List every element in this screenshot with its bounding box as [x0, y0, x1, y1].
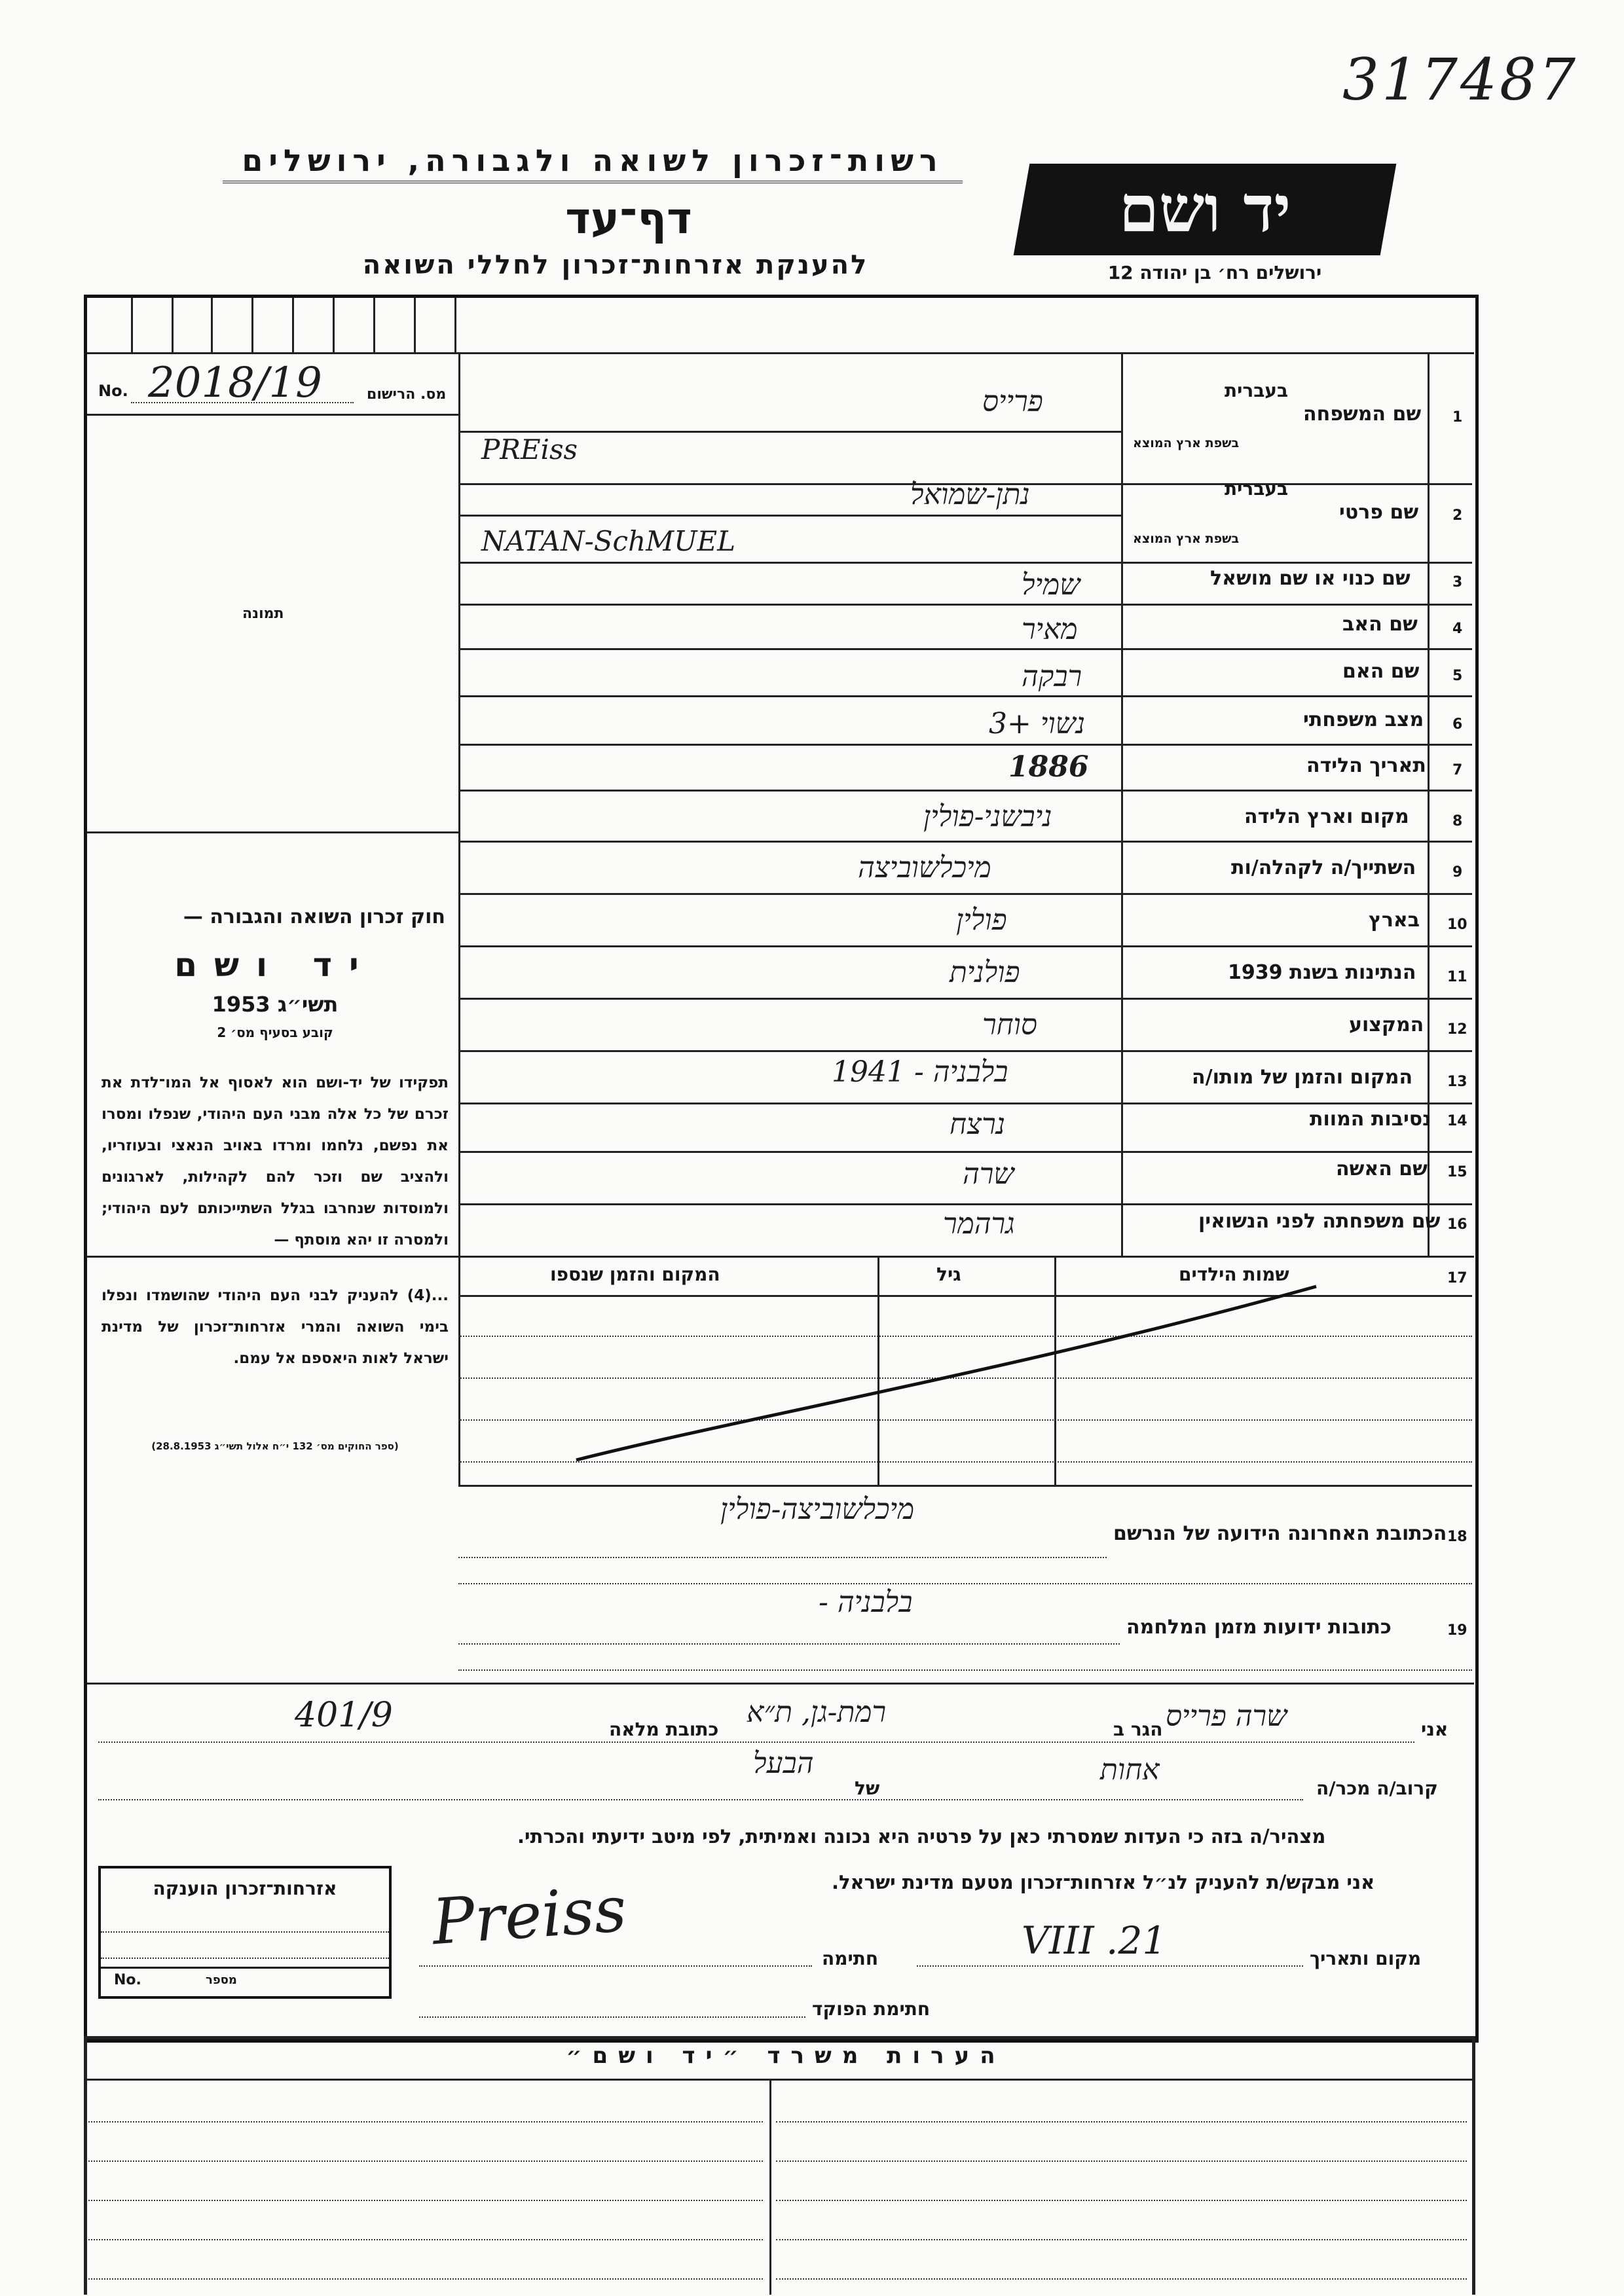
field-1-number: 1: [1452, 409, 1463, 426]
field-14-number: 14: [1447, 1113, 1467, 1129]
field-5-label: שם האם: [1342, 660, 1420, 683]
registration-no-label: No.: [98, 382, 128, 400]
authority-header: רשות־זכרון לשואה ולגבורה, ירושלים: [223, 143, 963, 183]
decl-of-whom: הבעל: [753, 1747, 814, 1780]
children-col-names: שמות הילדים: [1179, 1264, 1289, 1285]
field-2-number: 2: [1452, 507, 1463, 524]
decl-city: רמת-גן, ת״א: [747, 1696, 887, 1729]
field-1-hebrew-sub: בעברית: [1225, 380, 1289, 401]
decl-address: 401/9: [295, 1696, 393, 1735]
decl-statement: מצהיר/ה בזה כי העדות שמסרתי כאן על פרטיה היא נכונה ואמיתית, לפי מיטב ידיעתי והכרתי.: [517, 1825, 1326, 1848]
field-4-number: 4: [1452, 621, 1463, 637]
form-subtitle: להענקת אזרחות־זכרון לחללי השואה: [362, 250, 869, 280]
law-name: יד ושם: [174, 946, 376, 984]
notes-left-border: [84, 2036, 87, 2295]
field-1-label: שם המשפחה: [1303, 403, 1422, 426]
field-7-number: 7: [1452, 762, 1463, 778]
field-3-number: 3: [1452, 574, 1463, 591]
field-18-number: 18: [1447, 1529, 1467, 1545]
field-15-label: שם האשה: [1336, 1157, 1428, 1180]
field-13-label: המקום והזמן של מותו/ה: [1192, 1066, 1413, 1089]
law-title: חוק זכרון השואה והגבורה —: [183, 905, 445, 928]
field-3-label: שם כנוי או שם מושאל: [1210, 567, 1411, 590]
children-number: 17: [1447, 1270, 1467, 1286]
field-10-number: 10: [1447, 917, 1467, 933]
decl-resident-label: הגר ב: [1113, 1719, 1163, 1740]
field-2-latin: NATAN-SchMUEL: [481, 525, 736, 557]
field-3-value: שמיל: [1022, 568, 1080, 602]
field-11-value: פולנית: [950, 956, 1020, 989]
field-8-label: מקום וארץ הלידה: [1244, 805, 1409, 828]
field-18-label: הכתובת האחרונה הידועה של הנרשם: [1113, 1522, 1447, 1545]
logo-address: ירושלים רח׳ בן יהודה 12: [1107, 262, 1322, 283]
field-12-number: 12: [1447, 1021, 1467, 1038]
law-clause: קובע בסעיף מס׳ 2: [217, 1025, 333, 1040]
field-12-value: סוחר: [982, 1008, 1037, 1042]
decl-clerk-label: חתימת הפוקד: [812, 1998, 931, 2020]
field-18-value: מיכלשוביצה-פולין: [720, 1493, 915, 1526]
field-16-value: גרהמר: [943, 1207, 1015, 1241]
field-14-label: נסיבות המוות: [1310, 1108, 1431, 1131]
decl-date: 21. VIII: [1022, 1918, 1167, 1963]
field-5-number: 5: [1452, 668, 1463, 684]
field-15-value: שרה: [963, 1157, 1014, 1191]
field-8-value: ניבשני-פולין: [923, 800, 1052, 833]
children-strike-line: [563, 1277, 1336, 1473]
field-2-label: שם פרטי: [1339, 501, 1419, 524]
children-col-place: המקום והזמן שנספו: [550, 1264, 720, 1285]
yad-vashem-logo: [1014, 164, 1397, 255]
notes-right-border: [1472, 2036, 1475, 2295]
field-4-label: שם האב: [1342, 613, 1418, 636]
field-6-label: מצב משפחתי: [1303, 708, 1424, 731]
field-9-number: 9: [1452, 864, 1463, 881]
decl-relation: אחות: [1100, 1753, 1160, 1787]
decl-i-label: אני: [1421, 1719, 1449, 1740]
citizenship-stamp-box: [98, 1866, 392, 1999]
form-title: דף־עד: [565, 193, 692, 244]
field-2-value: נתן-שמואל: [910, 478, 1030, 511]
field-15-number: 15: [1447, 1164, 1467, 1180]
decl-declarant: שרה פרייס: [1166, 1700, 1287, 1733]
field-2-country-sub: בשפת ארץ המוצא: [1133, 532, 1240, 546]
field-7-value: 1886: [1008, 750, 1089, 784]
field-9-value: מיכלשוביצה: [858, 851, 991, 884]
decl-relative-label: קרוב/ה מכר/ה: [1316, 1777, 1438, 1799]
fields-bottom-line: [87, 1256, 1474, 1258]
decl-signature: Preiss: [430, 1872, 629, 1959]
field-10-value: פולין: [956, 903, 1007, 937]
field-5-value: רבקה: [1022, 660, 1082, 693]
field-1-value: פרייס: [982, 385, 1043, 418]
field-9-label: השתייך/ה לקהלה/ות: [1231, 856, 1416, 879]
field-16-number: 16: [1447, 1216, 1467, 1233]
field-12-label: המקצוע: [1349, 1013, 1424, 1036]
field-14-value: נרצח: [950, 1108, 1006, 1141]
field-7-label: תאריך הלידה: [1306, 754, 1426, 777]
field-13-number: 13: [1447, 1074, 1467, 1090]
archive-number: 317487: [1342, 46, 1578, 113]
decl-of-label: של: [855, 1777, 880, 1799]
stamp-no-label: No.: [114, 1972, 141, 1988]
stamp-heb-no: מספר: [206, 1973, 237, 1987]
field-19-label: כתובות ידועות מזמן המלחמה: [1126, 1616, 1392, 1639]
registration-number: 2018/19: [148, 359, 322, 407]
left-column-border: [458, 352, 460, 1256]
field-19-number: 19: [1447, 1622, 1467, 1639]
field-2-hebrew-sub: בעברית: [1225, 478, 1289, 500]
decl-request: אני מבקש/ת להעניק לנ״ל אזרחות־זכרון מטעם מדינת ישראל.: [832, 1871, 1375, 1893]
decl-signature-label: חתימה: [822, 1948, 879, 1969]
declaration-top-line: [87, 1683, 1474, 1685]
field-4-value: מאיר: [1022, 613, 1078, 646]
field-1-country-sub: בשפת ארץ המוצא: [1133, 436, 1240, 450]
field-6-value: נשוי +3: [989, 707, 1086, 740]
field-11-number: 11: [1447, 969, 1467, 985]
law-text-2: ...(4) להעניק לבני העם היהודי שהושמדו ונפלו בימי השואה והמרי אזרחות־זכרון של מדינת ישראל לאות היאספם אל עמם.: [101, 1287, 449, 1367]
law-year: תשי״ג 1953: [212, 992, 339, 1017]
field-8-number: 8: [1452, 813, 1463, 829]
law-text: תפקידו של יד-ושם הוא לאסוף אל המו־לדת את זכרם של כל אלה מבני העם היהודי, שנפלו ומסרו את נפשם, נלחמו ומרדו באויב הנאצי ובעוזריו, ולהציב שם וזכר להם לקהילות, לארגונים ולמוסדות שנחרבו בגלל השתייכותם לעם היהודי; ולמסרה זו יהא מוסתף —: [101, 1074, 449, 1248]
field-19-value: בלבניה -: [819, 1586, 913, 1619]
field-13-value: בלבניה - 1941: [832, 1055, 1008, 1089]
decl-place-date-label: מקום ותאריך: [1310, 1948, 1422, 1969]
stamp-title: אזרחות־זכרון הוענקה: [153, 1878, 337, 1899]
logo-text: יד ושם: [1118, 172, 1291, 247]
photo-label: תמונה: [242, 606, 284, 622]
law-citation: (ספר החוקים מס׳ 132 י״ח אלול תשי״ג 28.8.1953): [151, 1440, 399, 1452]
field-6-number: 6: [1452, 716, 1463, 733]
registration-label: מס. הרישום: [367, 386, 447, 403]
decl-address-label: כתובת מלאה: [609, 1719, 719, 1740]
office-notes-title: הערות משרד ״יד ושם״: [566, 2043, 1006, 2069]
field-16-label: שם משפחתה לפני הנשואין: [1198, 1210, 1441, 1233]
children-col-age: גיל: [936, 1264, 961, 1285]
field-1-latin: PREiss: [481, 433, 578, 465]
field-10-label: בארץ: [1369, 909, 1420, 932]
field-11-label: הנתינות בשנת 1939: [1228, 961, 1416, 984]
